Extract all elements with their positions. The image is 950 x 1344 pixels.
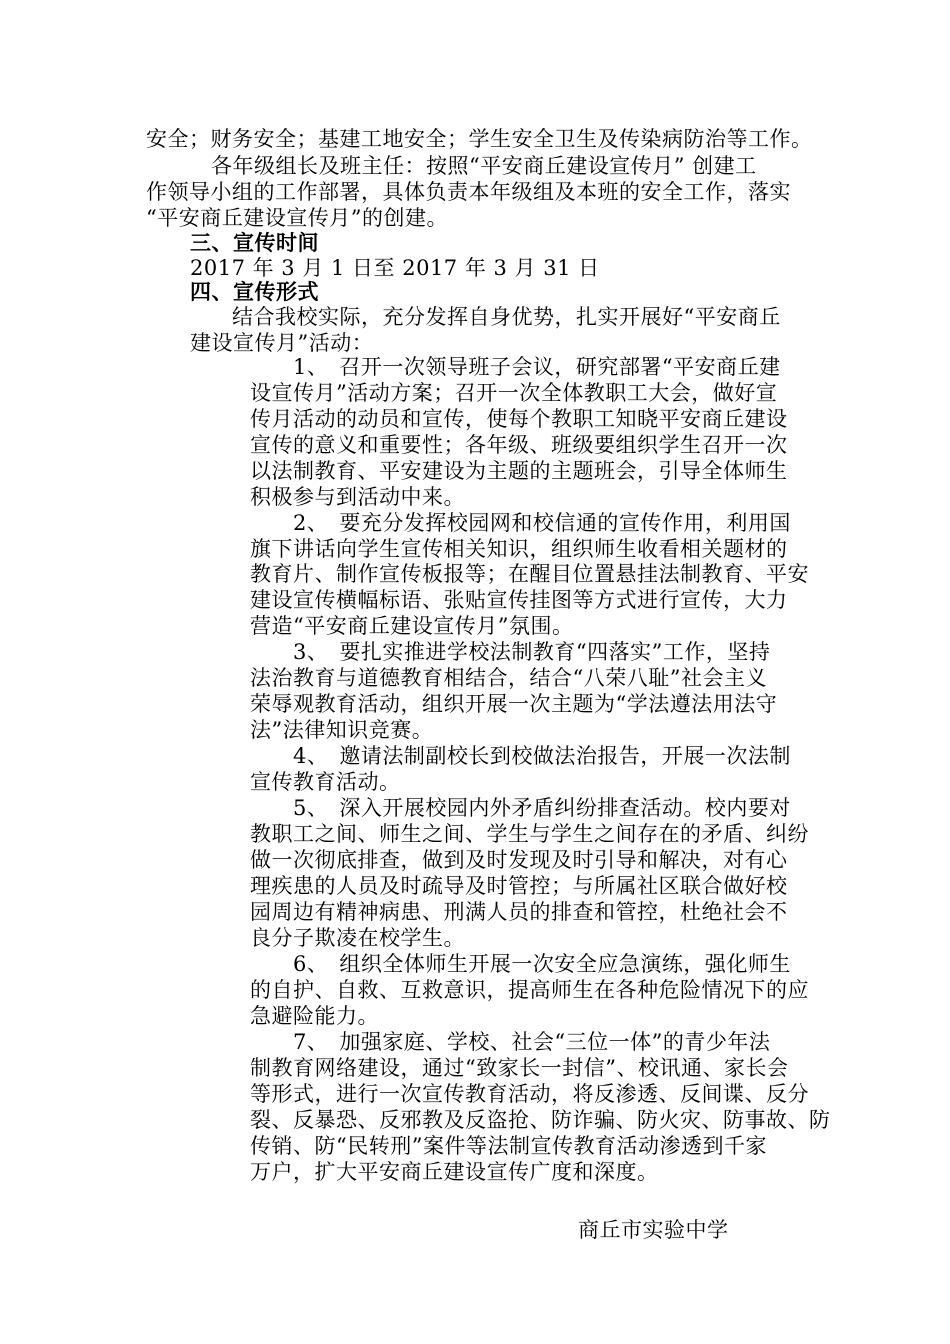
list-item-line: 宣传教育活动。 bbox=[250, 770, 401, 794]
list-item-line: 旗下讲话向学生宣传相关知识，组织师生收看相关题材的 bbox=[250, 537, 788, 561]
section-intro-line: 建设宣传月”活动： bbox=[190, 331, 374, 355]
intro-line: 各年级组长及班主任：按照“平安商丘建设宣传月” 创建工 bbox=[211, 154, 757, 178]
list-item-line: 3、 要扎实推进学校法制教育“四落实”工作，坚持 bbox=[293, 640, 771, 664]
list-item-line: 营造“平安商丘建设宣传月”氛围。 bbox=[250, 614, 574, 638]
list-item-line: 6、 组织全体师生开展一次安全应急演练，强化师生 bbox=[293, 952, 791, 976]
list-item-line: 法”法律知识竞赛。 bbox=[250, 718, 434, 742]
list-item-line: 设宣传月”活动方案；召开一次全体教职工大会，做好宣 bbox=[250, 381, 778, 405]
list-item-line: 积极参与到活动中来。 bbox=[250, 485, 465, 509]
list-item-line: 万户，扩大平安商丘建设宣传广度和深度。 bbox=[250, 1160, 659, 1184]
list-item-line: 园周边有精神病患、刑满人员的排查和管控，杜绝社会不 bbox=[250, 900, 788, 924]
section-intro-line: 结合我校实际，充分发挥自身优势，扎实开展好“平安商丘 bbox=[232, 305, 781, 329]
list-item-line: 教职工之间、师生之间、学生与学生之间存在的矛盾、纠纷 bbox=[250, 822, 809, 846]
list-item-line: 的自护、自救、互救意识，提高师生在各种危险情况下的应 bbox=[250, 978, 809, 1002]
list-item-line: 1、 召开一次领导班子会议，研究部署“平安商丘建 bbox=[293, 355, 781, 379]
list-item-line: 良分子欺凌在校学生。 bbox=[250, 926, 465, 950]
section-heading-forms: 四、宣传形式 bbox=[190, 279, 319, 304]
list-item-line: 制教育网络建设，通过“致家长一封信”、校讯通、家长会 bbox=[250, 1056, 789, 1080]
intro-line: “平安商丘建设宣传月”的创建。 bbox=[146, 206, 448, 230]
list-item-line: 宣传的意义和重要性；各年级、班级要组织学生召开一次 bbox=[250, 433, 788, 457]
section-heading-time: 三、宣传时间 bbox=[190, 230, 319, 255]
intro-line: 作领导小组的工作部署，具体负责本年级组及本班的安全工作，落实 bbox=[146, 180, 791, 204]
list-item-line: 理疾患的人员及时疏导及时管控；与所属社区联合做好校 bbox=[250, 874, 788, 898]
list-item-line: 荣辱观教育活动，组织开展一次主题为“学法遵法用法守 bbox=[250, 692, 778, 716]
list-item-line: 传月活动的动员和宣传，使每个教职工知晓平安商丘建设 bbox=[250, 407, 788, 431]
section-body-time: 2017 年 3 月 1 日至 2017 年 3 月 31 日 bbox=[190, 256, 600, 280]
list-item-line: 做一次彻底排查，做到及时发现及时引导和解决，对有心 bbox=[250, 848, 788, 872]
list-item-line: 裂、反暴恐、反邪教及反盗抢、防诈骗、防火灾、防事故、防 bbox=[250, 1108, 831, 1132]
list-item-line: 5、 深入开展校园内外矛盾纠纷排查活动。校内要对 bbox=[293, 796, 791, 820]
list-item-line: 4、 邀请法制副校长到校做法治报告，开展一次法制 bbox=[293, 744, 791, 768]
list-item-line: 法治教育与道德教育相结合，结合“八荣八耻”社会主义 bbox=[250, 666, 767, 690]
list-item-line: 传销、防“民转刑”案件等法制宣传教育活动渗透到千家 bbox=[250, 1134, 767, 1158]
intro-line: 安全；财务安全；基建工地安全；学生安全卫生及传染病防治等工作。 bbox=[146, 127, 813, 151]
list-item-line: 教育片、制作宣传板报等；在醒目位置悬挂法制教育、平安 bbox=[250, 562, 809, 586]
list-item-line: 2、 要充分发挥校园网和校信通的宣传作用，利用国 bbox=[293, 511, 791, 535]
list-item-line: 7、 加强家庭、学校、社会“三位一体”的青少年法 bbox=[293, 1030, 771, 1054]
signature-school-name: 商丘市实验中学 bbox=[578, 1218, 729, 1242]
list-item-line: 建设宣传横幅标语、张贴宣传挂图等方式进行宣传，大力 bbox=[250, 588, 788, 612]
list-item-line: 急避险能力。 bbox=[250, 1004, 379, 1028]
list-item-line: 以法制教育、平安建设为主题的主题班会，引导全体师生 bbox=[250, 459, 788, 483]
list-item-line: 等形式，进行一次宣传教育活动，将反渗透、反间谍、反分 bbox=[250, 1082, 809, 1106]
